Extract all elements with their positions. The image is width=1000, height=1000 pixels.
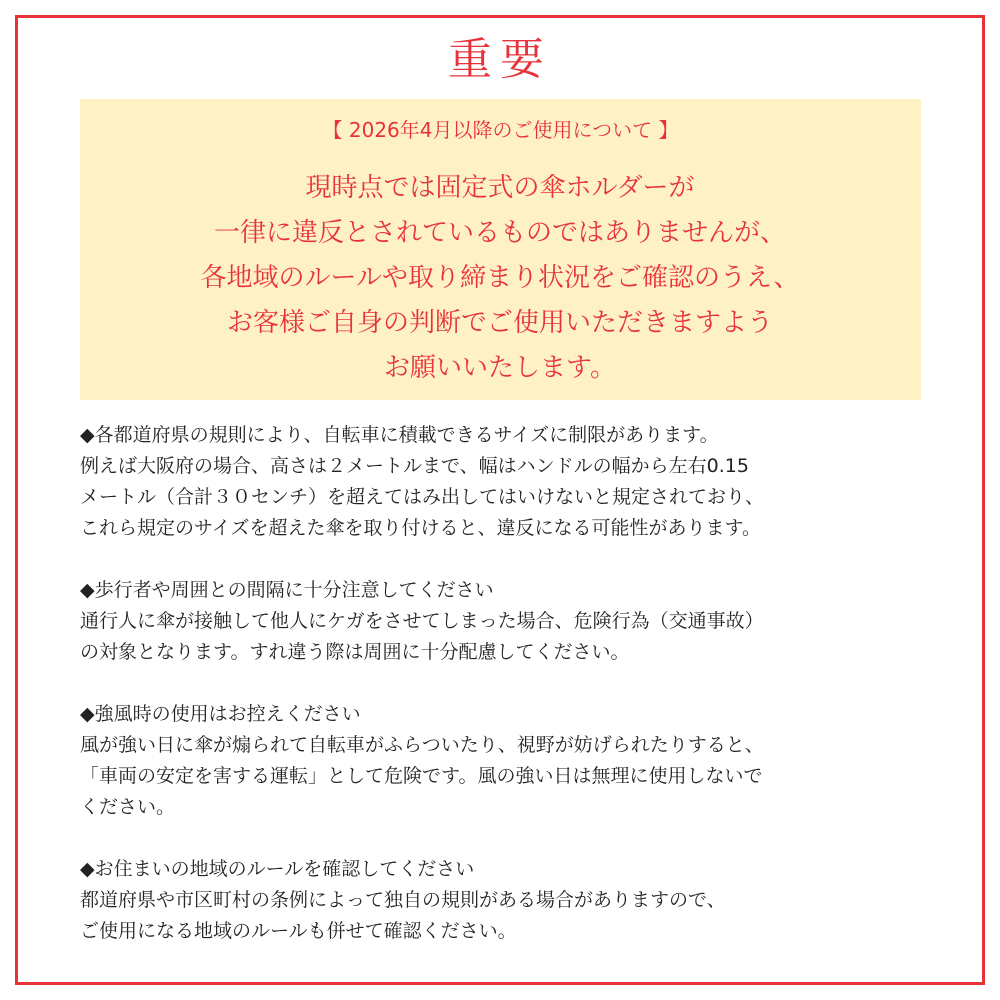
section-line: メートル（合計３０センチ）を超えてはみ出してはいけないと規定されており、 — [80, 486, 765, 508]
section-line: これら規定のサイズを超えた傘を取り付けると、違反になる可能性があります。 — [80, 517, 761, 539]
notice-line: 現時点では固定式の傘ホルダーが — [305, 173, 695, 203]
section-line: 「車両の安定を害する運転」として危険です。風の強い日は無理に使用しないで — [80, 765, 763, 787]
notice-line: お客様ご自身の判断でご使用いただきますよう — [226, 308, 773, 338]
notice-line: 各地域のルールや取り締まり状況をご確認のうえ、 — [200, 263, 800, 293]
section-heading: ◆各都道府県の規則により、自転車に積載できるサイズに制限があります。 — [80, 424, 719, 446]
section-line: 通行人に傘が接触して他人にケガをさせてしまった場合、危険行為（交通事故） — [80, 610, 764, 632]
notice-body — [0, 166, 1000, 391]
section-line: の対象となります。すれ違う際は周囲に十分配慮してください。 — [80, 641, 630, 663]
rule-section-local-rules — [80, 854, 930, 947]
notice-line: 一律に違反とされているものではありませんが、 — [213, 218, 786, 248]
section-line: 都道府県や市区町村の条例によって独自の規則がある場合がありますので、 — [80, 889, 726, 911]
rule-section-pedestrians — [80, 575, 930, 668]
page-title: 重要 — [448, 34, 552, 85]
notice-heading: 【 2026年4月以降のご使用について 】 — [322, 118, 679, 142]
rule-section-strong-wind — [80, 699, 930, 823]
section-line: ご使用になる地域のルールも併せて確認ください。 — [80, 920, 517, 942]
section-heading: ◆歩行者や周囲との間隔に十分注意してください — [80, 579, 494, 601]
rule-section-size-limit — [80, 420, 930, 544]
section-heading: ◆お住まいの地域のルールを確認してください — [80, 858, 475, 880]
section-line: ください。 — [80, 796, 176, 818]
section-line: 例えば大阪府の場合、高さは２メートルまで、幅はハンドルの幅から左右0.15 — [80, 455, 749, 477]
section-line: 風が強い日に傘が煽られて自転車がふらついたり、視野が妨げられたりすると、 — [80, 734, 764, 756]
rules-content — [80, 420, 930, 978]
notice-line: お願いいたします。 — [384, 353, 616, 383]
section-heading: ◆強風時の使用はお控えください — [80, 703, 361, 725]
